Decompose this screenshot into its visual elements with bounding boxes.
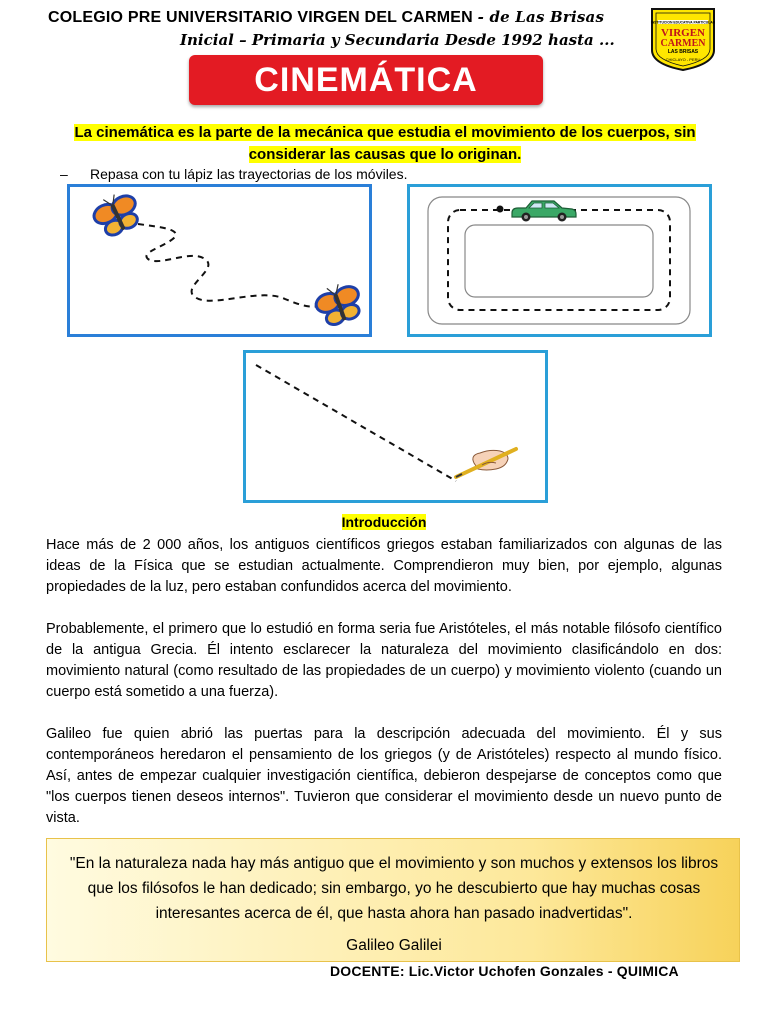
butterfly-path[interactable] bbox=[138, 224, 325, 307]
school-suffix: - de Las Brisas bbox=[477, 8, 605, 26]
quote-text: "En la naturaleza nada hay más antiguo que el movimiento y son muchos y extensos los libros que los filósofos le han dedicado; sin embargo, yo he descubierto que hay muchas cosas interesantes acerca de él, que hasta ahora han pasado inadvertidas". bbox=[69, 855, 719, 922]
instruction bbox=[60, 166, 407, 182]
school-name-line bbox=[48, 8, 638, 27]
paragraph-3: Galileo fue quien abrió las puertas para la descripción adecuada del movimiento. Él y sus contemporáneos heredaron el pensamiento de los griegos (y de Aristóteles) respecto al mundo físico. Así, antes de empezar cualquier investigación científica, debieron despejarse de conceptos como que "los cuerpos tienen deseos internos". Tuvieron que considerar el movimiento desde un nuevo punto de vista. bbox=[46, 726, 722, 826]
instruction-bullet: – bbox=[60, 166, 68, 182]
intro-title: Introducción bbox=[341, 514, 427, 530]
pencil-hand-icon bbox=[456, 449, 516, 477]
svg-text:LAS BRISAS: LAS BRISAS bbox=[667, 49, 699, 55]
paragraph-1: Hace más de 2 000 años, los antiguos científicos griegos estaban familiarizados con algunas de las ideas de la Física que se estudian actualmente. Comprendieron muy bien, por ejemplo, algunas propiedades de la luz, pero estaban confundidos acerca del movimiento. bbox=[46, 537, 722, 595]
car-icon bbox=[512, 201, 576, 222]
title-banner bbox=[189, 55, 543, 105]
school-crest-icon bbox=[648, 6, 718, 72]
butterfly-icon bbox=[312, 279, 366, 329]
svg-text:INSTITUCION EDUCATIVA PARTICUL: INSTITUCION EDUCATIVA PARTICULAR bbox=[650, 20, 716, 25]
straight-path[interactable] bbox=[256, 365, 456, 481]
quote-author: Galileo Galilei bbox=[346, 937, 442, 954]
start-point bbox=[497, 206, 504, 213]
school-header bbox=[48, 8, 638, 49]
instruction-text: Repasa con tu lápiz las trayectorias de los móviles. bbox=[90, 166, 408, 182]
school-name: COLEGIO PRE UNIVERSITARIO VIRGEN DEL CARMEN bbox=[48, 9, 473, 26]
definition-text: La cinemática es la parte de la mecánica que estudia el movimiento de los cuerpos, sin considerar las causas que lo originan. bbox=[74, 124, 696, 163]
page-title: CINEMÁTICA bbox=[254, 60, 478, 99]
school-levels: Inicial – Primaria y Secundaria Desde 1992 hasta ... bbox=[180, 31, 615, 49]
intro-heading bbox=[0, 514, 768, 532]
pencil-trajectory-frame bbox=[243, 350, 548, 503]
svg-text:VIRGEN: VIRGEN bbox=[660, 27, 706, 39]
paragraph-2: Probablemente, el primero que lo estudió en forma seria fue Aristóteles, el más notable filósofo científico de la antigua Grecia. Él intento esclarecer la naturaleza del movimiento clasificándolo en dos: movimiento natural (como resultado de las propiedades de un cuerpo) y movimiento violento (cuando un cuerpo está sometido a una fuerza). bbox=[46, 621, 722, 700]
car-trajectory-frame bbox=[407, 184, 712, 337]
butterfly-trajectory-frame bbox=[67, 184, 372, 337]
quote-box bbox=[46, 838, 740, 962]
svg-text:CARMEN: CARMEN bbox=[660, 38, 706, 49]
teacher-footer: DOCENTE: Lic.Victor Uchofen Gonzales - QUIMICA bbox=[330, 963, 679, 979]
svg-text:CHICLAYO - PERU: CHICLAYO - PERU bbox=[665, 57, 701, 62]
butterfly-icon bbox=[89, 188, 145, 240]
definition bbox=[40, 122, 730, 166]
